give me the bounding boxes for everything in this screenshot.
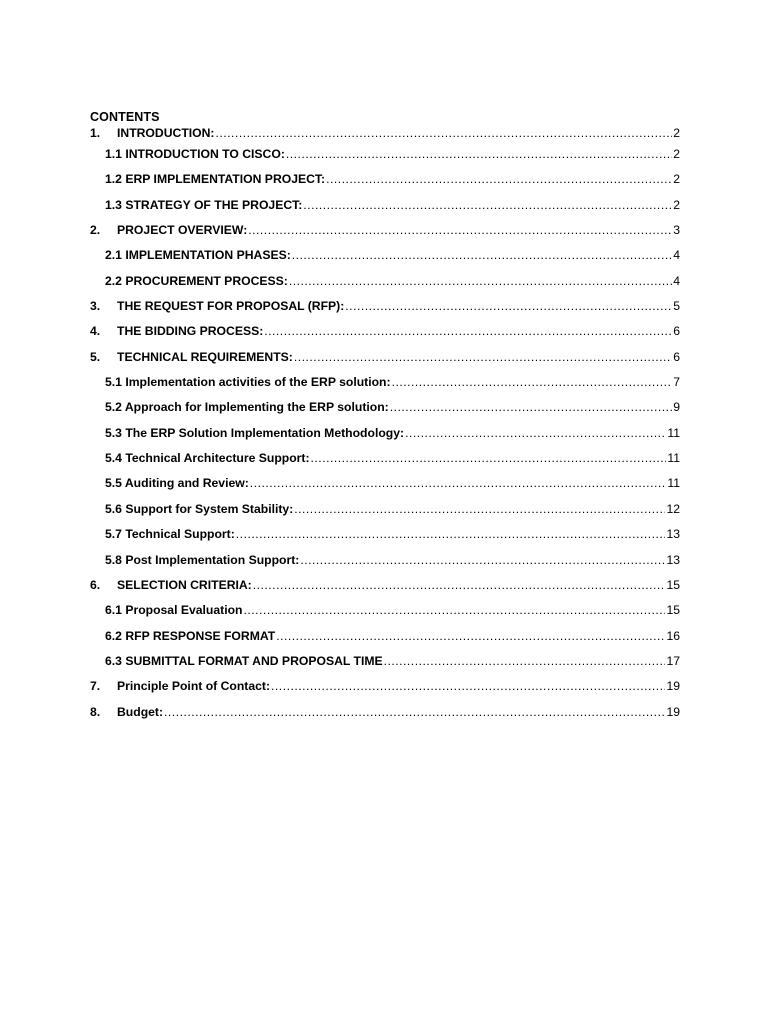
toc-entry[interactable] — [90, 147, 680, 172]
toc-entry[interactable] — [90, 502, 680, 527]
toc-entry-title: THE BIDDING PROCESS: — [117, 324, 264, 339]
toc-entry[interactable] — [90, 578, 680, 603]
toc-entry[interactable] — [90, 553, 680, 578]
toc-entry-page-number: 5 — [673, 299, 680, 314]
toc-entry-page-number: 11 — [667, 425, 680, 440]
toc-entry-page-number: 3 — [673, 223, 680, 238]
toc-entry-list — [90, 126, 680, 730]
toc-entry[interactable] — [90, 198, 680, 223]
dot-leader — [390, 400, 672, 414]
toc-entry-title: 6.3 SUBMITTAL FORMAT AND PROPOSAL TIME — [105, 653, 383, 668]
toc-entry-title: 1.3 STRATEGY OF THE PROJECT: — [105, 197, 303, 212]
toc-entry-page-number: 9 — [673, 400, 680, 415]
toc-entry[interactable] — [90, 274, 680, 299]
dot-leader — [276, 629, 665, 643]
dot-leader — [392, 375, 673, 389]
toc-entry-title: Budget: — [117, 704, 164, 719]
toc-entry[interactable] — [90, 324, 680, 349]
toc-entry-page-number: 12 — [666, 501, 680, 516]
toc-entry-number: 5. — [90, 349, 101, 364]
toc-entry-page-number: 17 — [666, 653, 680, 668]
toc-entry-number: 8. — [90, 704, 101, 719]
toc-entry-title: 2.1 IMPLEMENTATION PHASES: — [105, 248, 291, 263]
toc-entry[interactable] — [90, 705, 680, 730]
dot-leader — [384, 654, 666, 668]
dot-leader — [264, 324, 672, 338]
dot-leader — [250, 476, 667, 490]
dot-leader — [244, 603, 666, 617]
toc-entry-title: 6.2 RFP RESPONSE FORMAT — [105, 628, 276, 643]
dot-leader — [286, 147, 672, 161]
toc-entry-page-number: 2 — [673, 197, 680, 212]
dot-leader — [164, 705, 665, 719]
dot-leader — [294, 502, 665, 516]
toc-entry-page-number: 19 — [666, 679, 680, 694]
toc-entry[interactable] — [90, 350, 680, 375]
toc-entry-title: INTRODUCTION: — [117, 126, 215, 140]
toc-entry-page-number: 2 — [673, 172, 680, 187]
toc-entry-title: PROJECT OVERVIEW: — [117, 223, 248, 238]
dot-leader — [345, 299, 672, 313]
toc-entry-title: SELECTION CRITERIA: — [117, 577, 252, 592]
toc-entry[interactable] — [90, 299, 680, 324]
toc-entry[interactable] — [90, 126, 680, 147]
toc-entry-page-number: 16 — [666, 628, 680, 643]
toc-entry-page-number: 6 — [673, 349, 680, 364]
dot-leader — [300, 553, 665, 567]
toc-entry-page-number: 11 — [667, 451, 680, 466]
dot-leader — [326, 172, 672, 186]
toc-entry-title: 1.2 ERP IMPLEMENTATION PROJECT: — [105, 172, 326, 187]
dot-leader — [294, 350, 672, 364]
toc-entry-page-number: 19 — [666, 704, 680, 719]
toc-entry-number: 3. — [90, 299, 101, 314]
toc-entry-title: 5.2 Approach for Implementing the ERP solution: — [105, 400, 389, 415]
toc-entry-title: 5.3 The ERP Solution Implementation Methodology: — [105, 425, 405, 440]
toc-entry[interactable] — [90, 527, 680, 552]
contents-heading: CONTENTS — [90, 110, 160, 124]
dot-leader — [289, 274, 672, 288]
toc-entry-title: TECHNICAL REQUIREMENTS: — [117, 349, 293, 364]
dot-leader — [248, 223, 672, 237]
toc-entry-page-number: 2 — [673, 126, 680, 140]
dot-leader — [311, 451, 667, 465]
toc-entry-page-number: 15 — [666, 603, 680, 618]
dot-leader — [405, 426, 666, 440]
toc-entry[interactable] — [90, 603, 680, 628]
toc-entry-page-number: 13 — [666, 552, 680, 567]
toc-entry-page-number: 4 — [673, 273, 680, 288]
toc-entry-title: 1.1 INTRODUCTION TO CISCO: — [105, 147, 285, 161]
toc-entry-title: 5.5 Auditing and Review: — [105, 476, 249, 491]
toc-entry-page-number: 13 — [666, 527, 680, 542]
toc-entry-page-number: 4 — [673, 248, 680, 263]
toc-entry-title: 5.6 Support for System Stability: — [105, 501, 294, 516]
toc-entry[interactable] — [90, 426, 680, 451]
toc-entry-page-number: 2 — [673, 147, 680, 161]
dot-leader — [303, 198, 672, 212]
toc-entry[interactable] — [90, 172, 680, 197]
toc-entry-title: 6.1 Proposal Evaluation — [105, 603, 243, 618]
dot-leader — [216, 126, 673, 140]
toc-entry[interactable] — [90, 629, 680, 654]
toc-entry-number: 4. — [90, 324, 101, 339]
toc-entry-title: 5.7 Technical Support: — [105, 527, 235, 542]
dot-leader — [236, 527, 666, 541]
toc-entry-page-number: 6 — [673, 324, 680, 339]
toc-entry-title: 2.2 PROCUREMENT PROCESS: — [105, 273, 288, 288]
toc-entry[interactable] — [90, 248, 680, 273]
toc-entry-page-number: 15 — [666, 577, 680, 592]
toc-entry-page-number: 11 — [667, 476, 680, 491]
toc-entry[interactable] — [90, 451, 680, 476]
toc-entry[interactable] — [90, 375, 680, 400]
toc-entry[interactable] — [90, 679, 680, 704]
toc-entry-title: Principle Point of Contact: — [117, 679, 271, 694]
toc-entry-title: 5.1 Implementation activities of the ERP solution: — [105, 375, 391, 390]
toc-entry-title: 5.4 Technical Architecture Support: — [105, 451, 310, 466]
toc-entry-number: 6. — [90, 577, 101, 592]
dot-leader — [271, 679, 665, 693]
dot-leader — [292, 248, 672, 262]
toc-entry[interactable] — [90, 400, 680, 425]
toc-entry-number: 2. — [90, 223, 101, 238]
toc-entry-page-number: 7 — [673, 375, 680, 390]
toc-entry-title: 5.8 Post Implementation Support: — [105, 552, 300, 567]
toc-entry-number: 1. — [90, 126, 101, 140]
toc-entry[interactable] — [90, 654, 680, 679]
toc-entry[interactable] — [90, 476, 680, 501]
toc-entry[interactable] — [90, 223, 680, 248]
dot-leader — [253, 578, 666, 592]
toc-entry-title: THE REQUEST FOR PROPOSAL (RFP): — [117, 299, 345, 314]
table-of-contents — [90, 109, 680, 730]
toc-entry-number: 7. — [90, 679, 101, 694]
